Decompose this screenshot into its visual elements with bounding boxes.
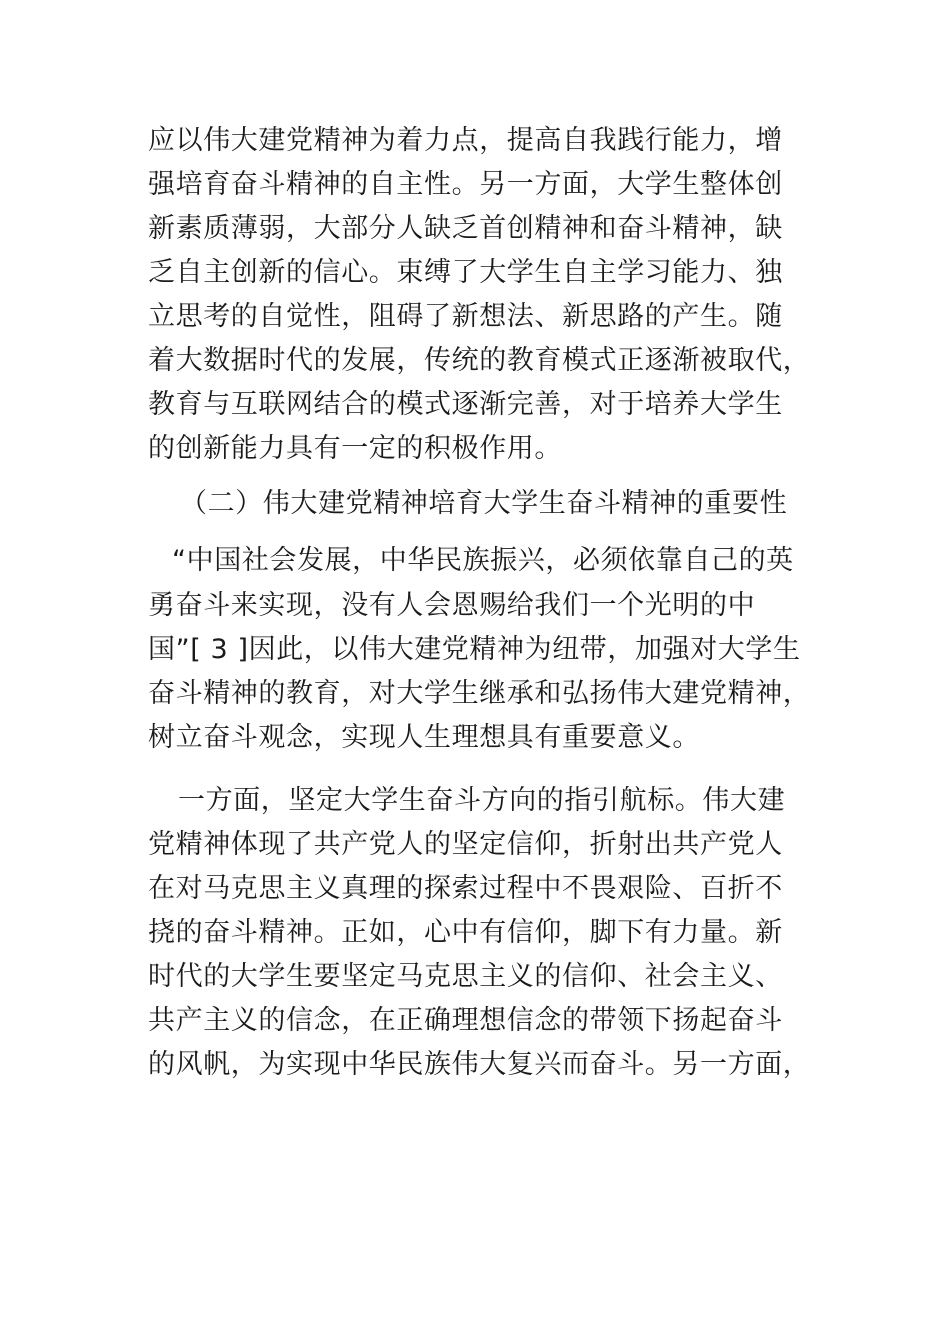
text-line: 时代的大学生要坚定马克思主义的信仰、社会主义、 (148, 961, 783, 992)
text-line: 共产主义的信念，在正确理想信念的带领下扬起奋斗 (148, 1005, 783, 1036)
text-line: 着大数据时代的发展，传统的教育模式正逐渐被取代， (148, 345, 811, 376)
text-line: “中国社会发展，中华民族振兴，必须依靠自己的英 (172, 545, 794, 576)
text-line: 应以伟大建党精神为着力点，提高自我践行能力，增 (148, 125, 783, 156)
text-line: 的创新能力具有一定的积极作用。 (148, 433, 562, 464)
text-line: 立思考的自觉性，阻碍了新想法、新思路的产生。随 (148, 301, 783, 332)
text-line: 强培育奋斗精神的自主性。另一方面，大学生整体创 (148, 169, 783, 200)
text-line: 一方面，坚定大学生奋斗方向的指引航标。伟大建 (178, 785, 786, 816)
text-line: 在对马克思主义真理的探索过程中不畏艰险、百折不 (148, 873, 783, 904)
text-line: 国”[ 3 ]因此，以伟大建党精神为纽带，加强对大学生 (148, 634, 801, 665)
text-line: 勇奋斗来实现，没有人会恩赐给我们一个光明的中 (148, 590, 756, 621)
section-heading: （二）伟大建党精神培育大学生奋斗精神的重要性 (180, 488, 788, 519)
text-line: 党精神体现了共产党人的坚定信仰，折射出共产党人 (148, 829, 783, 860)
text-line: 乏自主创新的信心。束缚了大学生自主学习能力、独 (148, 257, 783, 288)
text-line: 奋斗精神的教育，对大学生继承和弘扬伟大建党精神， (148, 678, 811, 709)
text-line: 的风帆，为实现中华民族伟大复兴而奋斗。另一方面， (148, 1049, 811, 1080)
text-line: 新素质薄弱，大部分人缺乏首创精神和奋斗精神，缺 (148, 213, 783, 244)
text-line: 教育与互联网结合的模式逐渐完善，对于培养大学生 (148, 389, 783, 420)
text-line: 挠的奋斗精神。正如，心中有信仰，脚下有力量。新 (148, 917, 783, 948)
text-line: 树立奋斗观念，实现人生理想具有重要意义。 (148, 722, 700, 753)
